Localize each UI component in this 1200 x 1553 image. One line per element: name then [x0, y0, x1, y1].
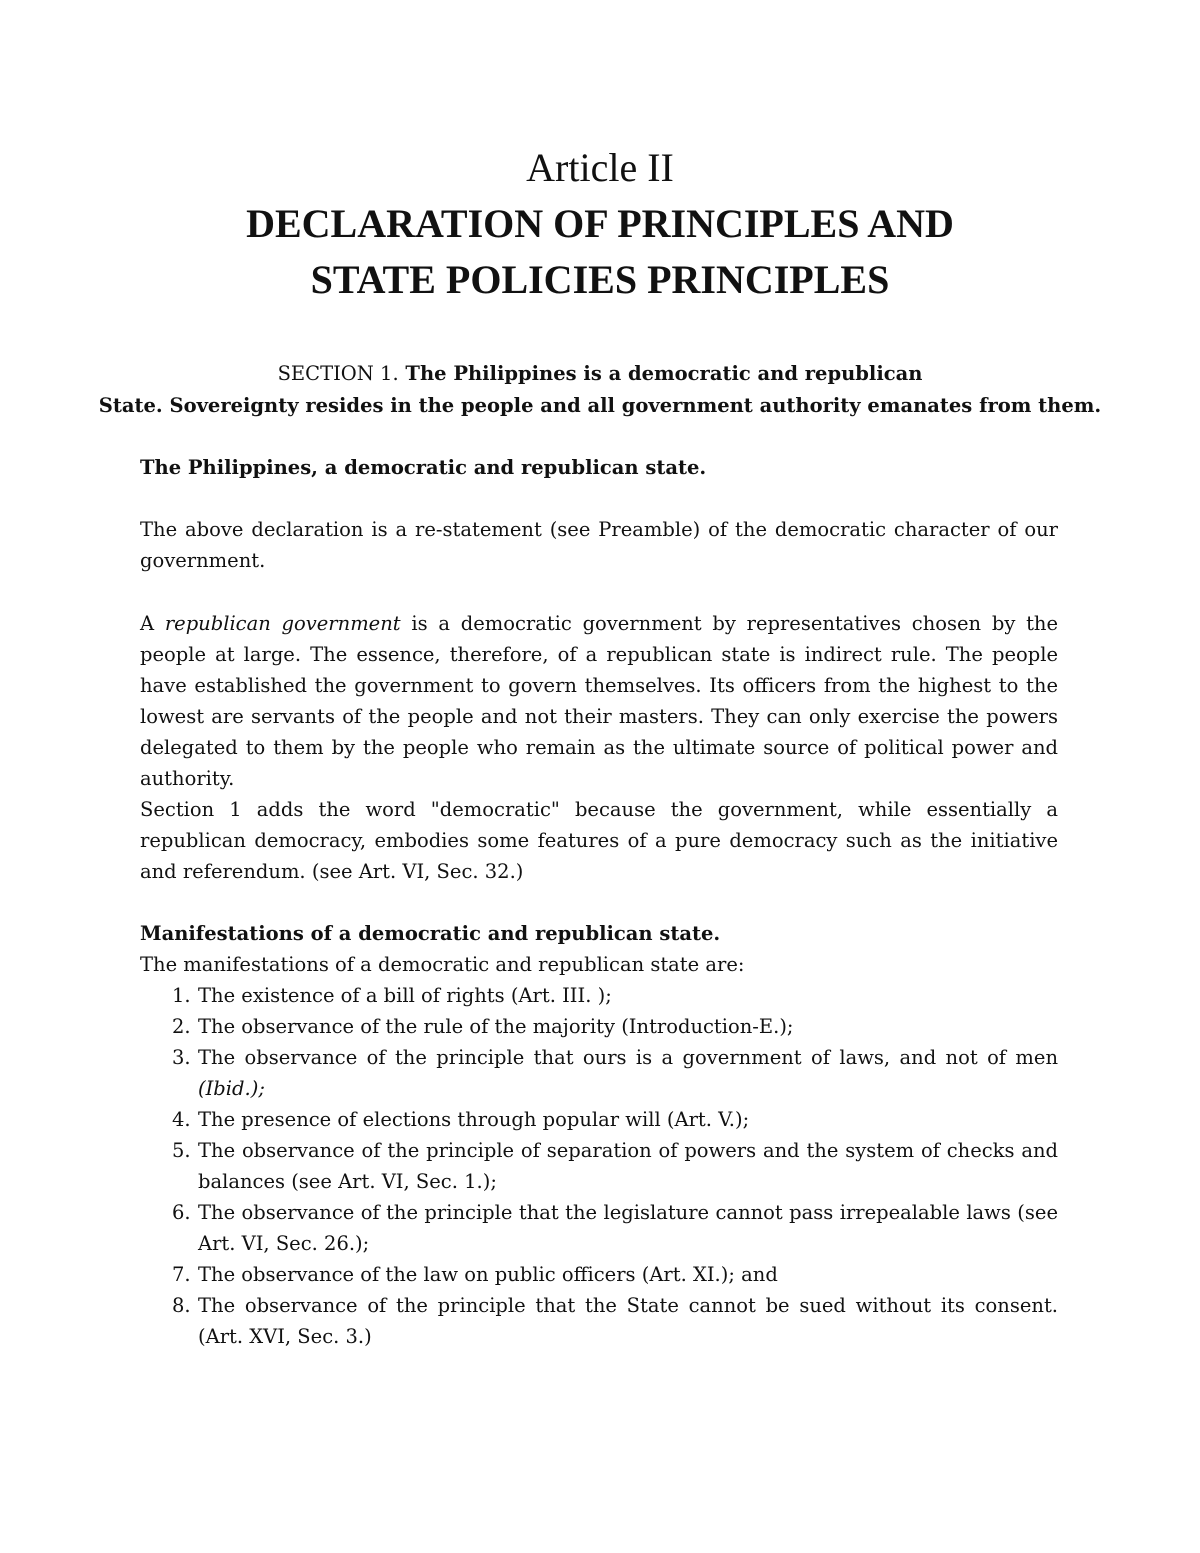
list-item	[140, 1042, 1058, 1104]
list-item-number: 4.	[172, 1108, 191, 1131]
manifestations-intro: The manifestations of a democratic and republican state are:	[140, 953, 745, 976]
list-item	[140, 980, 1058, 1011]
article-heading-line-2: STATE POLICIES PRINCIPLES	[310, 257, 890, 302]
article-heading-line-1: DECLARATION OF PRINCIPLES AND	[246, 201, 954, 246]
list-item-text: The observance of the principle that ours is a government of laws, and not of men	[198, 1046, 1058, 1069]
list-item	[140, 1197, 1058, 1259]
list-item	[140, 1259, 1058, 1290]
paragraph-section-1-democratic: Section 1 adds the word "democratic" because the government, while essentially a republican democracy, embodies some features of a pure democracy such as the initiative and referendum. (see Art. VI, Sec. 32.)	[140, 798, 1058, 883]
section-1-label: SECTION 1.	[277, 362, 399, 385]
list-item-number: 7.	[172, 1263, 191, 1286]
list-item	[140, 1104, 1058, 1135]
section-1-text	[60, 358, 1140, 422]
list-item-number: 6.	[172, 1201, 191, 1224]
paragraph-restatement: The above declaration is a re-statement (see Preamble) of the democratic character of our government.	[140, 518, 1058, 572]
para2-italic-term: republican government	[164, 612, 401, 635]
list-item	[140, 1290, 1058, 1352]
list-item	[140, 1135, 1058, 1197]
list-item-text: The presence of elections through popular will (Art. V.);	[198, 1108, 750, 1131]
article-title	[0, 140, 1200, 308]
section-1-line-1	[60, 358, 1140, 390]
list-item-text: The observance of the law on public officers (Art. XI.); and	[198, 1263, 778, 1286]
list-item-text: The observance of the principle of separation of powers and the system of checks and balances (see Art. VI, Sec. 1.);	[198, 1139, 1058, 1193]
list-item-number: 5.	[172, 1139, 191, 1162]
section-1-line-1-text: The Philippines is a democratic and republican	[398, 362, 923, 385]
list-item-number: 8.	[172, 1294, 191, 1317]
paragraph-republican-government	[140, 608, 1058, 794]
article-number: Article II	[526, 145, 674, 190]
list-item-text: The observance of the rule of the majority (Introduction-E.);	[198, 1015, 794, 1038]
list-item-number: 1.	[172, 984, 191, 1007]
manifestations-list	[140, 980, 1058, 1352]
list-item-number: 3.	[172, 1046, 191, 1069]
list-item-number: 2.	[172, 1015, 191, 1038]
list-item-text: The observance of the principle that the legislature cannot pass irrepealable laws (see Art. VI, Sec. 26.);	[198, 1201, 1058, 1255]
list-item-text: The observance of the principle that the State cannot be sued without its consent. (Art. XVI, Sec. 3.)	[198, 1294, 1058, 1348]
list-item-text: The existence of a bill of rights (Art. III. );	[198, 984, 612, 1007]
list-item-italic: (Ibid.);	[198, 1077, 265, 1100]
section-1-line-2: State. Sovereignty resides in the people and all government authority emanates from them.	[98, 394, 1102, 417]
subheading-democratic-state: The Philippines, a democratic and republican state.	[140, 456, 707, 479]
para2-rest: is a democratic government by representatives chosen by the people at large. The essence, therefore, of a republican state is indirect rule. The people have established the government to govern themselves. Its officers from the highest to the lowest are servants of the people and not their masters. They can only exercise the powers delegated to them by the people who remain as the ultimate source of political power and authority.	[140, 612, 1059, 790]
list-item	[140, 1011, 1058, 1042]
manifestations-heading: Manifestations of a democratic and republican state.	[140, 922, 721, 945]
para2-prefix: A	[140, 612, 165, 635]
manifestations-section	[140, 918, 1058, 1352]
